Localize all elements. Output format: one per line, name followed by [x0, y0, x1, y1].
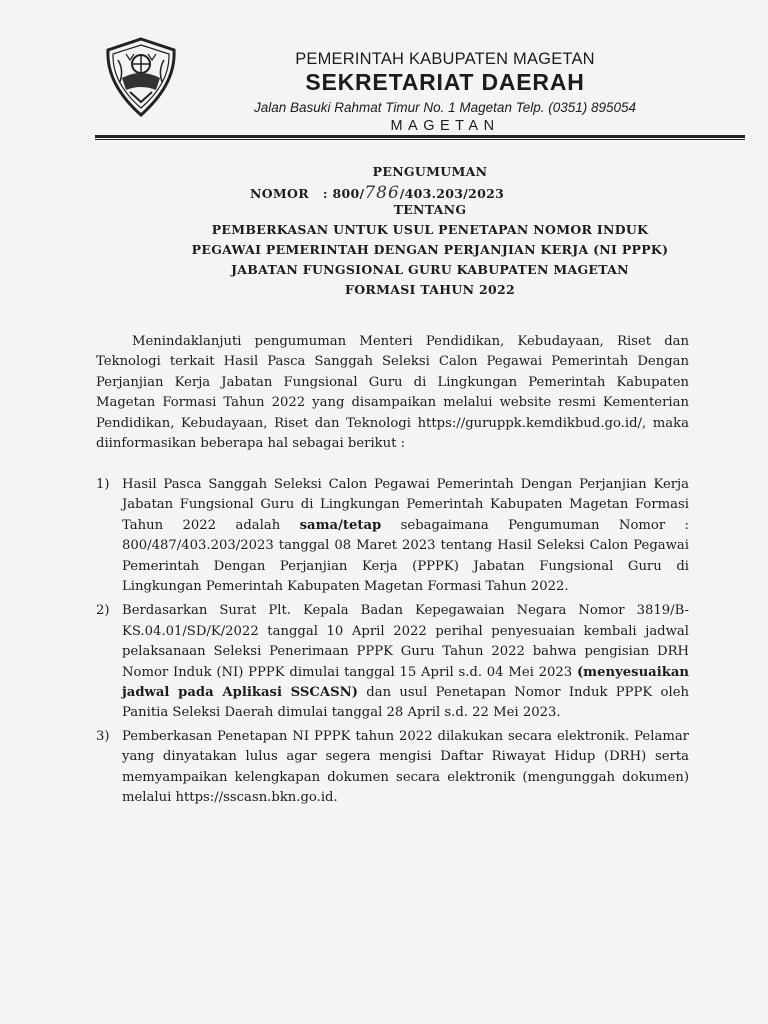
intro-text: Menindaklanjuti pengumuman Menteri Pendidikan, Kebudayaan, Riset dan Teknologi terkait Hasil Pasca Sanggah Seleksi Calon Pegawai Pemerintah Dengan Perjanjian Kerja Jabatan Fungsional Guru di Lingkungan Pemerintah Kabupaten Magetan Formasi Tahun 2022 yang disampaikan melalui website resmi Kementerian Pendidikan, Kebudayaan, Riset dan Teknologi https://guruppk.kemdikbud.go.id/, maka diinformasikan beberapa hal sebagai berikut :	[96, 334, 689, 452]
subject-line-2: PEGAWAI PEMERINTAH DENGAN PERJANJIAN KERJA (NI PPPK)	[191, 242, 669, 257]
announcement-heading: PENGUMUMAN	[372, 164, 488, 179]
item-bold-text: sama/tetap	[299, 517, 382, 533]
announcement-items	[96, 475, 689, 809]
item-text-after: dan usul Penetapan Nomor Induk PPPK oleh Panitia Seleksi Daerah dimulai tanggal 28 April s.d. 22 Mei 2023.	[122, 685, 689, 721]
item-number: 1)	[96, 477, 110, 492]
announcement-about: TENTANG	[393, 202, 467, 217]
item-number: 2)	[96, 603, 110, 619]
announcement-number	[250, 183, 768, 203]
number-handwritten: 786	[364, 183, 400, 203]
list-item	[96, 475, 689, 597]
letterhead-rule-thick	[95, 135, 745, 138]
office-name: SEKRETARIAT DAERAH	[305, 69, 585, 95]
letterhead	[215, 50, 675, 135]
item-text: Hasil Pasca Sanggah Seleksi Calon Pegawai Pemerintah Dengan Perjanjian Kerja Jabatan Fungsional Guru di Lingkungan Pemerintah Kabupaten Magetan Formasi Tahun 2022 adalah	[122, 477, 689, 533]
letterhead-rule-thin	[95, 139, 745, 140]
subject-line-3: JABATAN FUNGSIONAL GURU KABUPATEN MAGETAN	[231, 262, 629, 277]
number-suffix: /403.203/2023	[399, 186, 505, 201]
list-item	[96, 727, 689, 809]
office-city: MAGETAN	[390, 118, 500, 134]
list-item	[96, 601, 689, 723]
regency-coat-of-arms-icon	[100, 36, 182, 118]
item-text: Pemberkasan Penetapan NI PPPK tahun 2022 dilakukan secara elektronik. Pelamar yang dinyatakan lulus agar segera mengisi Daftar Riwayat Hidup (DRH) serta memyampaikan kelengkapan dokumen secara elektronik (mengunggah dokumen) melalui https://sscasn.bkn.go.id.	[122, 728, 689, 806]
office-address: Jalan Basuki Rahmat Timur No. 1 Magetan Telp. (0351) 895054	[253, 100, 637, 115]
item-bold-text: (menyesuaikan jadwal pada Aplikasi SSCASN)	[122, 664, 689, 701]
subject-line-1: PEMBERKASAN UNTUK USUL PENETAPAN NOMOR INDUK	[211, 222, 649, 237]
item-text-after: sebagaimana Pengumuman Nomor : 800/487/403.203/2023 tanggal 08 Maret 2023 tentang Hasil Seleksi Calon Pegawai Pemerintah Dengan Perjanjian Kerja (PPPK) Jabatan Fungsional Guru di Lingkungan Pemerintah Kabupaten Magetan Formasi Tahun 2022.	[122, 517, 689, 595]
government-name: PEMERINTAH KABUPATEN MAGETAN	[295, 50, 595, 68]
intro-paragraph	[96, 332, 689, 454]
subject-line-4: FORMASI TAHUN 2022	[345, 282, 515, 297]
item-number: 3)	[96, 728, 110, 744]
item-text: Berdasarkan Surat Plt. Kepala Badan Kepegawaian Negara Nomor 3819/B-KS.04.01/SD/K/2022 tanggal 10 April 2022 perihal penyesuaian kembali jadwal pelaksanaan Seleksi Penerimaan PPPK Guru Tahun 2022 bahwa pengisian DRH Nomor Induk (NI) PPPK dimulai tanggal 15 April s.d. 04 Mei 2023	[122, 603, 689, 680]
number-prefix: NOMOR : 800/	[250, 186, 365, 201]
